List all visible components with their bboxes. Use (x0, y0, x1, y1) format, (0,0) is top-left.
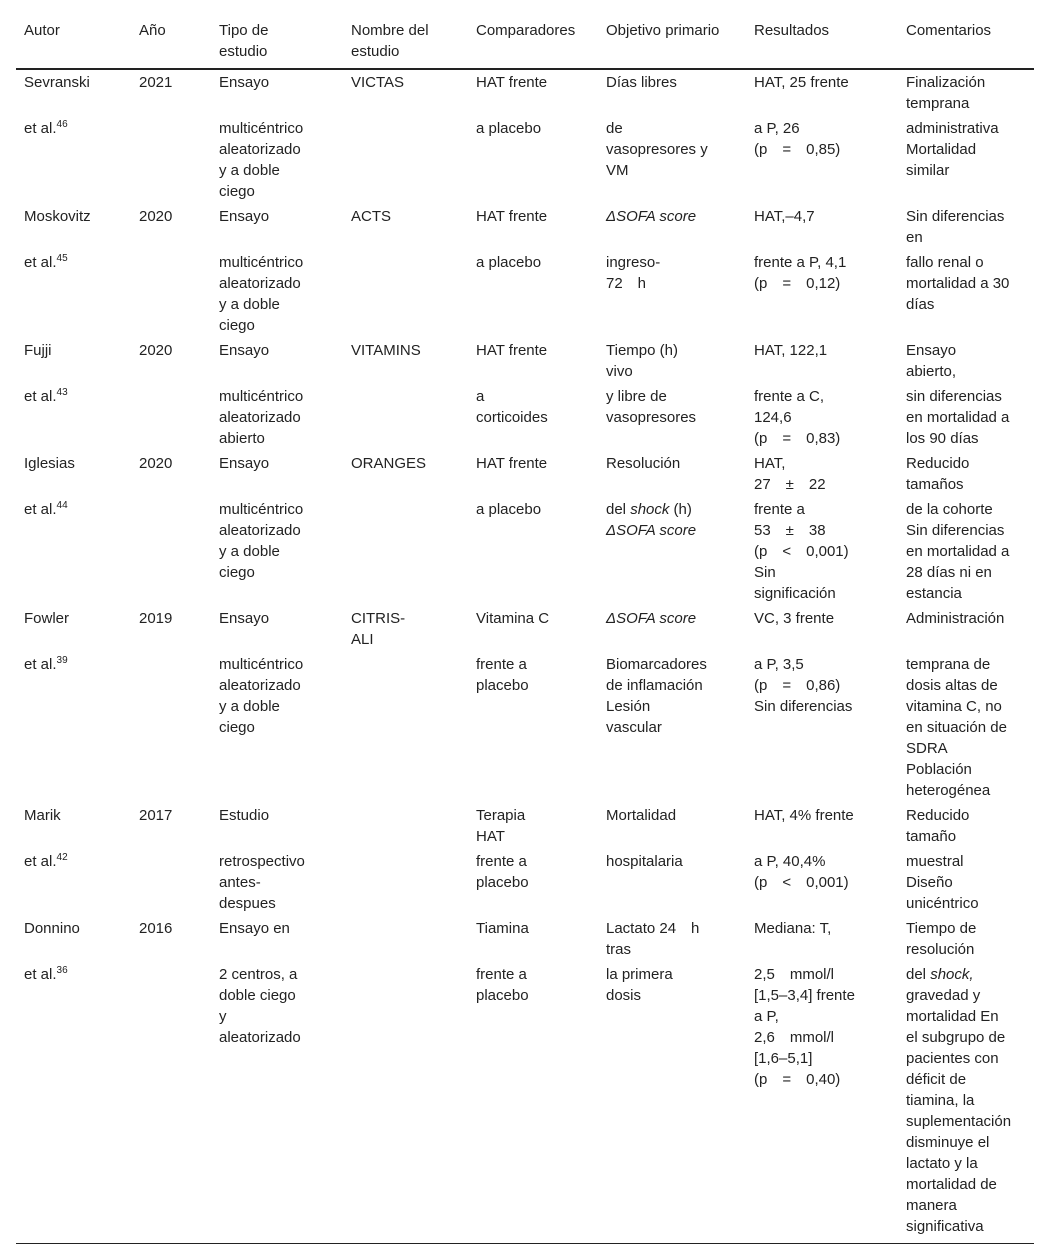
comparator-cell: a placebo (476, 120, 542, 137)
comparator-cell: a corticoides (476, 388, 548, 426)
objective-cell: Resolución (606, 455, 681, 472)
objective-cell: la primera dosis (598, 962, 746, 1244)
comparator-cell: a placebo (476, 501, 542, 518)
reference-number: 39 (56, 655, 68, 666)
type-cell: Ensayo en (219, 920, 290, 937)
header-study-name: Nombre del estudio (351, 22, 429, 60)
reference-number: 43 (56, 387, 68, 398)
table-row-continued (16, 384, 1034, 451)
study-name-cell: ORANGES (351, 455, 427, 472)
objective-cell (598, 606, 746, 652)
header-author: Autor (24, 22, 60, 39)
studies-table (16, 16, 1034, 1244)
reference-number: 45 (56, 253, 68, 264)
comment-text: del (906, 966, 931, 983)
comments-cell: Tiempo de resolución (906, 920, 977, 958)
comparator-cell: HAT frente (476, 208, 548, 225)
results-cell: a P, 26 (p = 0,85) (754, 120, 841, 158)
comment-italic: shock, (930, 966, 974, 983)
comments-cell: temprana de dosis altas de vitamina C, no en situación de SDRA Población heterogénea (906, 656, 1007, 799)
comparator-cell: frente a placebo (476, 656, 529, 694)
author-etal: et al. (24, 966, 57, 983)
author-etal: et al. (24, 388, 57, 405)
type-cell: multicéntrico aleatorizado y a doble ciego (219, 120, 304, 200)
author-cell (16, 116, 131, 204)
header-primary-objective: Objetivo primario (606, 22, 720, 39)
comments-cell: administrativa Mortalidad similar (906, 120, 999, 179)
author-etal: et al. (24, 501, 57, 518)
results-cell: HAT, 4% frente (754, 807, 854, 824)
table-row (16, 338, 1034, 384)
objective-italic: ΔSOFA score (606, 522, 697, 539)
comments-cell: Reducido tamaño (906, 807, 970, 845)
objective-cell: y libre de vasopresores (606, 388, 697, 426)
header-year: Año (139, 22, 166, 39)
studies-table-container (16, 16, 1034, 1244)
objective-cell: Lactato 24 h tras (606, 920, 700, 958)
study-name-cell: VITAMINS (351, 342, 421, 359)
comparator-cell: Tiamina (476, 920, 529, 937)
reference-number: 36 (56, 965, 68, 976)
results-cell: HAT,–4,7 (754, 208, 815, 225)
type-cell: Estudio (219, 807, 270, 824)
objective-cell: Días libres (606, 74, 677, 91)
objective-cell: ingreso- 72 h (606, 254, 661, 292)
year-cell: 2017 (139, 807, 173, 824)
year-cell: 2020 (139, 342, 173, 359)
objective-cell: Mortalidad (606, 807, 677, 824)
results-cell: HAT, 122,1 (754, 342, 828, 359)
objective-italic: ΔSOFA score (606, 610, 697, 627)
type-cell: Ensayo (219, 610, 270, 627)
type-cell: multicéntrico aleatorizado y a doble ciego (219, 254, 304, 334)
results-cell: frente a P, 4,1 (p = 0,12) (754, 254, 847, 292)
author-cell: Fowler (24, 610, 70, 627)
header-comparators: Comparadores (476, 22, 576, 39)
type-cell: Ensayo (219, 74, 270, 91)
comments-cell: muestral Diseño unicéntrico (906, 853, 979, 912)
author-cell (16, 497, 131, 606)
comments-cell: Reducido tamaños (906, 455, 970, 493)
study-name-cell (343, 916, 468, 962)
comparator-cell: HAT frente (476, 342, 548, 359)
comparator-cell: Terapia HAT (476, 807, 526, 845)
objective-italic: ΔSOFA score (606, 208, 697, 225)
comments-cell: Sin diferencias en (906, 208, 1005, 246)
year-cell: 2021 (139, 74, 173, 91)
author-cell (16, 652, 131, 803)
author-cell (16, 849, 131, 916)
results-cell: 2,5 mmol/l [1,5–3,4] frente a P, 2,6 mmol/l [1,6–5,1] (p = 0,40) (746, 962, 898, 1244)
type-cell: 2 centros, a doble ciego y aleatorizado (211, 962, 343, 1244)
comparator-cell: HAT frente (476, 455, 548, 472)
type-cell: multicéntrico aleatorizado abierto (219, 388, 304, 447)
study-name-cell: ACTS (351, 208, 392, 225)
table-row-continued (16, 250, 1034, 338)
table-row-continued (16, 116, 1034, 204)
type-cell: Ensayo (219, 208, 270, 225)
author-cell: Moskovitz (24, 208, 91, 225)
comparator-cell: frente a placebo (468, 962, 598, 1244)
comparator-cell: HAT frente (476, 74, 548, 91)
author-cell (16, 384, 131, 451)
objective-text: (h) (669, 501, 692, 518)
table-row (16, 69, 1034, 116)
comment-text: gravedad y mortalidad En el subgrupo de pacientes con déficit de tiamina, la suplementación disminuye el lactato y la mortalidad de manera significativa (906, 987, 1012, 1235)
author-cell (16, 250, 131, 338)
table-row-continued (16, 497, 1034, 606)
study-name-cell: VICTAS (351, 74, 405, 91)
objective-cell: Biomarcadores de inflamación Lesión vascular (606, 656, 707, 736)
author-cell (16, 962, 131, 1244)
author-etal: et al. (24, 120, 57, 137)
comments-cell: Finalización temprana (906, 74, 986, 112)
table-row (16, 451, 1034, 497)
study-name-cell: CITRIS- ALI (351, 610, 406, 648)
author-cell: Donnino (24, 920, 80, 937)
comparator-cell: Vitamina C (476, 610, 550, 627)
comparator-cell: frente a placebo (476, 853, 529, 891)
objective-cell (598, 497, 746, 606)
author-cell: Iglesias (24, 455, 75, 472)
type-cell: Ensayo (219, 455, 270, 472)
reference-number: 42 (56, 852, 68, 863)
comments-cell: fallo renal o mortalidad a 30 días (906, 254, 1010, 313)
results-cell: Mediana: T, (754, 920, 832, 937)
author-etal: et al. (24, 656, 57, 673)
table-row-continued (16, 849, 1034, 916)
table-row (16, 204, 1034, 250)
author-cell: Marik (24, 807, 61, 824)
header-results: Resultados (754, 22, 830, 39)
table-row (16, 916, 1034, 962)
comments-cell: sin diferencias en mortalidad a los 90 días (906, 388, 1010, 447)
header-comments: Comentarios (906, 22, 992, 39)
year-cell: 2020 (139, 208, 173, 225)
study-name-cell (343, 803, 468, 849)
objective-cell: hospitalaria (606, 853, 683, 870)
table-row (16, 606, 1034, 652)
results-cell: frente a C, 124,6 (p = 0,83) (754, 388, 841, 447)
type-cell: Ensayo (219, 342, 270, 359)
comments-cell: Administración (906, 610, 1005, 627)
type-cell: multicéntrico aleatorizado y a doble ciego (219, 501, 304, 581)
objective-cell: de vasopresores y VM (606, 120, 708, 179)
objective-italic: shock (630, 501, 670, 518)
objective-text: del (606, 501, 631, 518)
results-cell: a P, 3,5 (p = 0,86) Sin diferencias (754, 656, 853, 715)
comments-cell: Ensayo abierto, (906, 342, 957, 380)
results-cell: a P, 40,4% (p < 0,001) (754, 853, 849, 891)
type-cell: retrospectivo antes- despues (219, 853, 305, 912)
comparator-cell: a placebo (476, 254, 542, 271)
reference-number: 46 (56, 119, 68, 130)
results-cell: HAT, 25 frente (754, 74, 849, 91)
author-etal: et al. (24, 853, 57, 870)
author-cell: Sevranski (24, 74, 90, 91)
year-cell: 2020 (139, 455, 173, 472)
author-etal: et al. (24, 254, 57, 271)
results-cell: VC, 3 frente (754, 610, 835, 627)
table-row (16, 803, 1034, 849)
results-cell: HAT, 27 ± 22 (754, 455, 826, 493)
author-cell: Fujji (24, 342, 52, 359)
comments-cell: de la cohorte Sin diferencias en mortalidad a 28 días ni en estancia (906, 501, 1010, 602)
header-study-type: Tipo de estudio (219, 22, 269, 60)
year-cell: 2019 (139, 610, 173, 627)
objective-cell: Tiempo (h) vivo (606, 342, 678, 380)
comments-cell (898, 962, 1034, 1244)
objective-cell (598, 204, 746, 250)
table-header-row (16, 16, 1034, 69)
type-cell: multicéntrico aleatorizado y a doble ciego (219, 656, 304, 736)
results-cell: frente a 53 ± 38 (p < 0,001) Sin significación (754, 501, 849, 602)
table-row-continued (16, 962, 1034, 1244)
table-row-continued (16, 652, 1034, 803)
year-cell: 2016 (139, 920, 173, 937)
reference-number: 44 (56, 500, 68, 511)
